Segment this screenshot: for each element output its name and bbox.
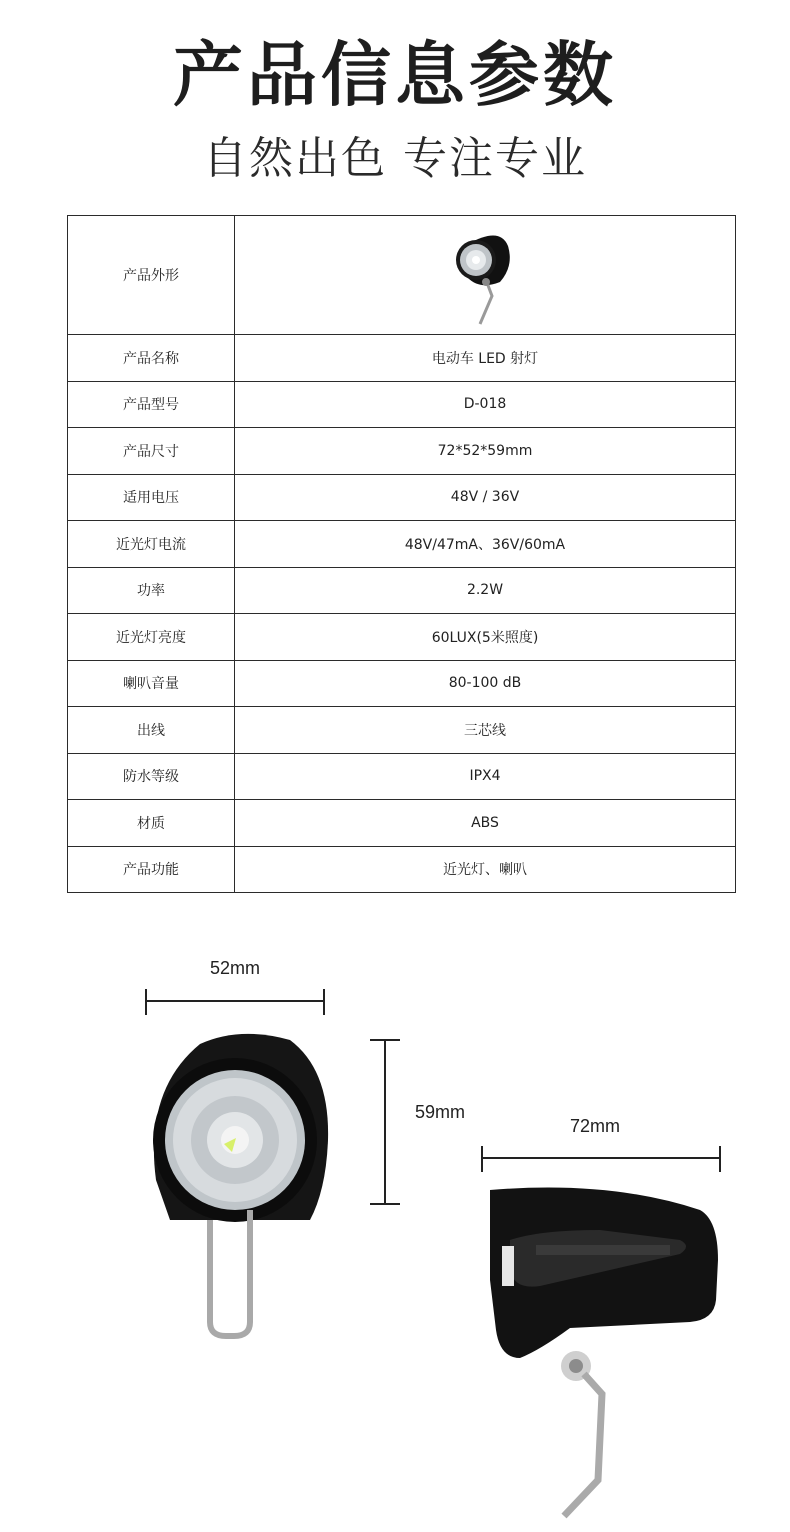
- row-value: 60LUX(5米照度): [235, 614, 736, 661]
- row-label: 产品型号: [68, 381, 235, 428]
- row-value: 电动车 LED 射灯: [235, 335, 736, 382]
- table-row: [68, 335, 736, 382]
- length-dimension-line: [476, 1142, 726, 1176]
- spec-table: [67, 215, 736, 893]
- row-value: 近光灯、喇叭: [235, 846, 736, 893]
- page-title: 产品信息参数: [173, 34, 617, 116]
- row-label: 材质: [68, 800, 235, 847]
- table-row: [68, 521, 736, 568]
- width-dimension-line: [140, 985, 330, 1019]
- row-value: ABS: [235, 800, 736, 847]
- lamp-front-view-image: [140, 1030, 340, 1350]
- page-subtitle: 自然出色 专注专业: [203, 133, 587, 184]
- length-dimension-label: 72mm: [570, 1116, 621, 1136]
- table-row: [68, 381, 736, 428]
- row-label: 近光灯电流: [68, 521, 235, 568]
- row-label: 产品外形: [68, 216, 235, 335]
- row-value: IPX4: [235, 753, 736, 800]
- row-label: 产品功能: [68, 846, 235, 893]
- product-thumbnail-image: [440, 216, 530, 334]
- table-row: [68, 753, 736, 800]
- row-value: 48V / 36V: [235, 474, 736, 521]
- table-row: [68, 428, 736, 475]
- width-dimension-label: 52mm: [210, 958, 261, 978]
- row-label: 产品名称: [68, 335, 235, 382]
- row-value: 80-100 dB: [235, 660, 736, 707]
- table-row: [68, 567, 736, 614]
- lamp-side-view-image: [480, 1180, 730, 1525]
- table-row: [68, 800, 736, 847]
- row-label: 功率: [68, 567, 235, 614]
- row-label: 产品尺寸: [68, 428, 235, 475]
- row-value: D-018: [235, 381, 736, 428]
- row-label: 喇叭音量: [68, 660, 235, 707]
- row-label: 近光灯亮度: [68, 614, 235, 661]
- table-row: [68, 660, 736, 707]
- row-label: 适用电压: [68, 474, 235, 521]
- table-row: [68, 707, 736, 754]
- table-row-appearance: [68, 216, 736, 335]
- row-label: 出线: [68, 707, 235, 754]
- table-row: [68, 846, 736, 893]
- row-value: 2.2W: [235, 567, 736, 614]
- row-value: 48V/47mA、36V/60mA: [235, 521, 736, 568]
- row-value: 72*52*59mm: [235, 428, 736, 475]
- table-row: [68, 614, 736, 661]
- row-label: 防水等级: [68, 753, 235, 800]
- table-row: [68, 474, 736, 521]
- height-dimension-line: [366, 1036, 406, 1210]
- height-dimension-label: 59mm: [415, 1102, 466, 1122]
- row-value: 三芯线: [235, 707, 736, 754]
- product-thumbnail-cell: [235, 216, 736, 335]
